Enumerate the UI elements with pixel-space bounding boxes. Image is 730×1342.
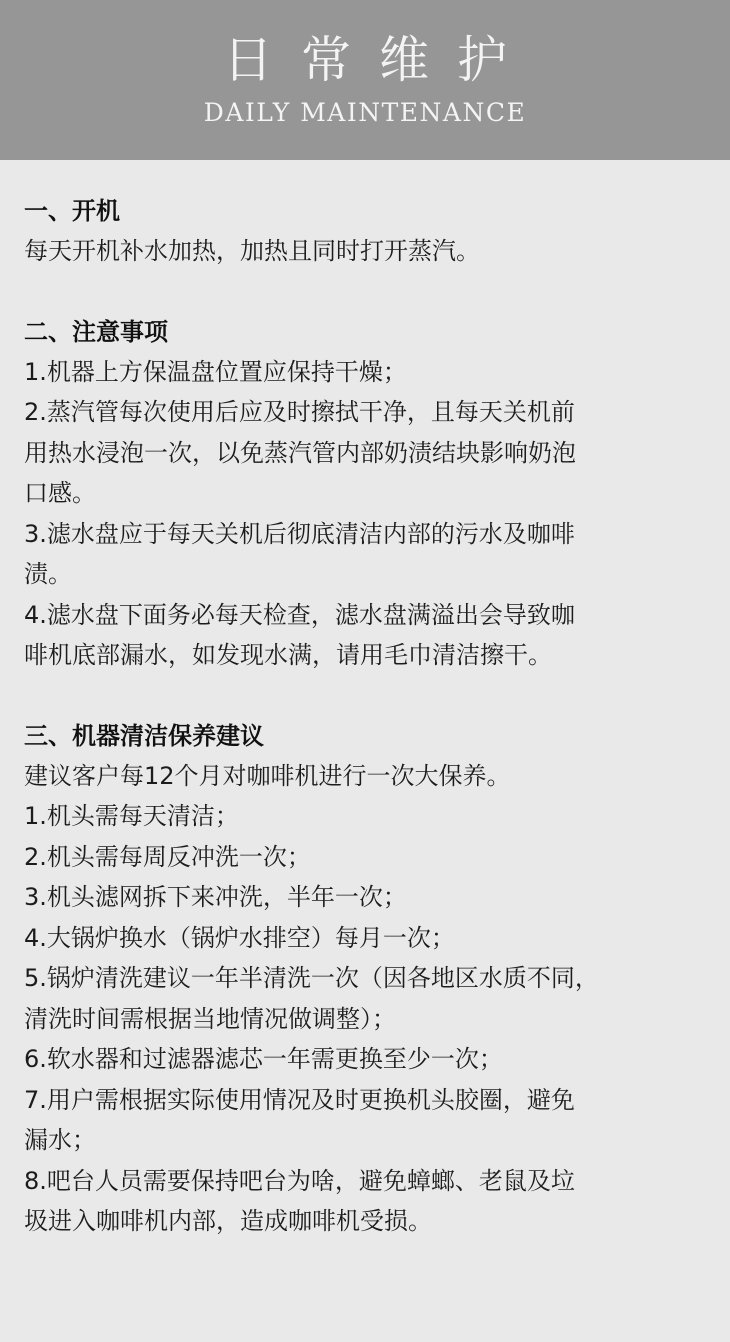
paragraph-line: 3.机头滤网拆下来冲洗，半年一次；: [24, 883, 407, 911]
paragraph-line: 用热水浸泡一次，以免蒸汽管内部奶渍结块影响奶泡: [24, 438, 576, 467]
paragraph-line: 8.吧台人员需要保持吧台为啥，避免蟑螂、老鼠及垃: [24, 1166, 575, 1195]
page-subtitle: DAILY MAINTENANCE: [203, 98, 527, 127]
paragraph-line: 漏水；: [24, 1126, 96, 1154]
paragraph-line: 2.蒸汽管每次使用后应及时擦拭干净，且每天关机前: [24, 398, 575, 426]
paragraph-line: 2.机头需每周反冲洗一次；: [24, 842, 311, 871]
paragraph-line: 1.机头需每天清洁；: [24, 802, 239, 830]
paragraph-line: 6.软水器和过滤器滤芯一年需更换至少一次；: [24, 1045, 503, 1073]
paragraph-line: 圾进入咖啡机内部，造成咖啡机受损。: [24, 1207, 432, 1235]
paragraph-line: 1.机器上方保温盘位置应保持干燥；: [24, 357, 407, 386]
header-banner: [0, 0, 730, 160]
section-precautions: [24, 312, 706, 676]
paragraph-line: 建议客户每12个月对咖啡机进行一次大保养。: [24, 761, 511, 790]
paragraph-line: 3.滤水盘应于每天关机后彻底清洁内部的污水及咖啡: [24, 519, 575, 548]
section-power-on: [24, 191, 706, 272]
content-body: [0, 160, 730, 1242]
section-heading: 二、注意事项: [24, 317, 168, 346]
paragraph-line: 口感。: [24, 479, 96, 507]
section-maintenance-advice: [24, 716, 706, 1242]
paragraph-line: 啡机底部漏水，如发现水满，请用毛巾清洁擦干。: [24, 641, 552, 669]
paragraph-line: 清洗时间需根据当地情况做调整）；: [24, 1004, 396, 1033]
section-heading: 一、开机: [24, 197, 120, 225]
paragraph-line: 5.锅炉清洗建议一年半清洗一次（因各地区水质不同，: [24, 964, 599, 992]
paragraph-line: 4.滤水盘下面务必每天检查，滤水盘满溢出会导致咖: [24, 600, 575, 629]
section-heading: 三、机器清洁保养建议: [24, 721, 264, 750]
paragraph-line: 7.用户需根据实际使用情况及时更换机头胶圈，避免: [24, 1085, 575, 1114]
paragraph-line: 每天开机补水加热，加热且同时打开蒸汽。: [24, 237, 480, 265]
paragraph-line: 渍。: [24, 560, 72, 588]
page-title: 日常维护: [223, 31, 535, 89]
paragraph-line: 4.大锅炉换水（锅炉水排空）每月一次；: [24, 923, 455, 952]
